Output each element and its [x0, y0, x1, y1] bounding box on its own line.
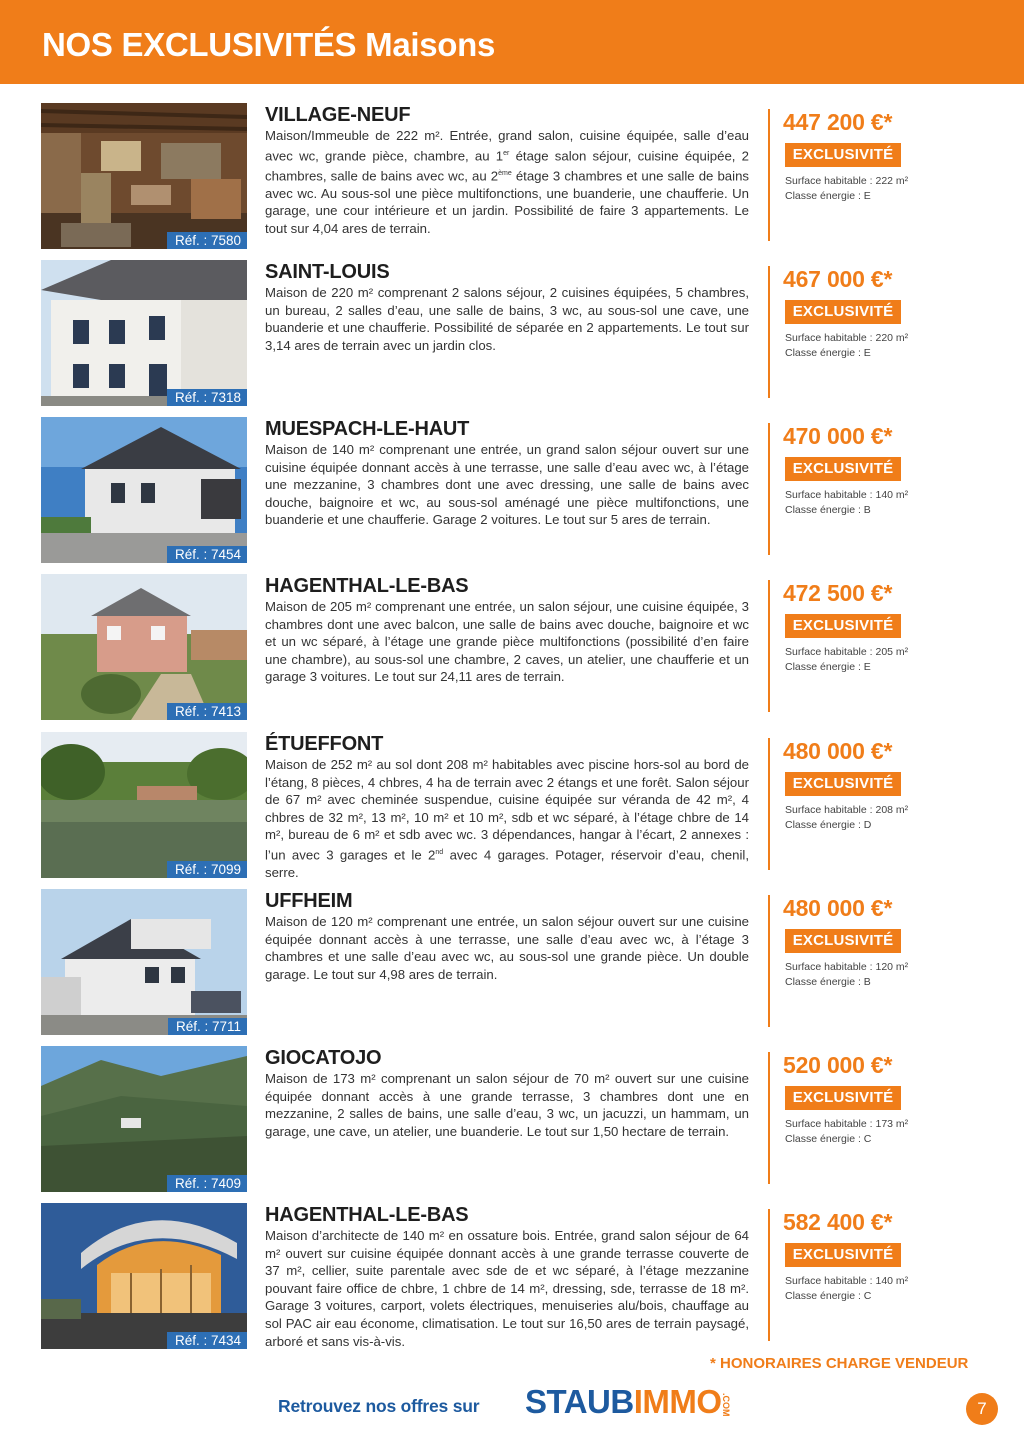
- listing-meta: [785, 1117, 908, 1147]
- exclusivite-badge: EXCLUSIVITÉ: [785, 772, 901, 796]
- house-photo-icon: [41, 417, 247, 563]
- reference-label: Réf. : 7454: [167, 546, 247, 563]
- exclusivite-badge: EXCLUSIVITÉ: [785, 457, 901, 481]
- listing[interactable]: [0, 260, 1024, 408]
- separator-line: [768, 1209, 770, 1341]
- separator-line: [768, 895, 770, 1027]
- listing-photo[interactable]: [41, 103, 247, 249]
- reference-label: Réf. : 7413: [167, 703, 247, 720]
- lake-photo-icon: [41, 732, 247, 878]
- listing-description: Maison de 120 m² comprenant une entrée, un salon séjour ouvert sur une cuisine équipée donnant accès à une terrasse, une salle d’eau avec wc, à l’étage 3 chambres et une salle d’eau avec wc, au sous-sol une grande pièce. Un double garage. Le tout sur 4,98 ares de terrain.: [265, 914, 749, 982]
- listing-photo[interactable]: [41, 889, 247, 1035]
- listing[interactable]: [0, 574, 1024, 722]
- listing-price: 467 000 €*: [783, 266, 893, 292]
- listing-description: Maison de 173 m² comprenant un salon séjour de 70 m² ouvert sur une cuisine équipée donnant accès à une grande terrasse, 3 chambres dont une en mezzanine, 2 salles de bains, une salle d’eau, 3 wc, un jacuzzi, un hammam, un garage, une cave, un atelier, une buanderie. Le tout sur 1,50 hectare de terrain.: [265, 1071, 749, 1139]
- listing-photo[interactable]: [41, 1046, 247, 1192]
- listing-price: 470 000 €*: [783, 423, 893, 449]
- listing-description: Maison de 205 m² comprenant une entrée, un salon séjour, une cuisine équipée, 3 chambres dont une avec balcon, une salle de bains avec douche, baignoire et wc et un wc séparé, à l’étage une grande pièce multifonctions (possibilité d’en faire une chambre), au sous-sol une chambre, 2 caves, un atelier, une chaufferie et un garage 3 voitures. Le tout sur 24,11 ares de terrain.: [265, 599, 749, 685]
- separator-line: [768, 423, 770, 555]
- surface-habitable: Surface habitable : 220 m²: [785, 332, 909, 344]
- listing-town: VILLAGE-NEUF: [265, 104, 411, 126]
- classe-energie: Classe énergie : E: [785, 661, 871, 673]
- exclusivite-badge: EXCLUSIVITÉ: [785, 1243, 901, 1267]
- listing[interactable]: [0, 732, 1024, 880]
- listing-town: SAINT-LOUIS: [265, 261, 390, 283]
- footer-cta: Retrouvez nos offres sur: [278, 1396, 480, 1416]
- classe-energie: Classe énergie : E: [785, 190, 871, 202]
- reference-label: Réf. : 7318: [167, 389, 247, 406]
- classe-energie: Classe énergie : E: [785, 347, 871, 359]
- interior-photo-icon: [41, 103, 247, 249]
- listing-description: Maison de 252 m² au sol dont 208 m² habitables avec piscine hors-sol au bord de l’étang, 8 pièces, 4 chbres, 4 ha de terrain avec 2 étangs et une forêt. Salon séjour de 67 m² avec cheminée suspendue, cuisine équipée sur véranda de 42 m², 4 chbres de 32 m², 13 m², 10 m² et 10 m², sdb et wc séparé, à l’étage chbre de 14 m², bureau de 6 m² et sdb avec wc. 3 dépendances, hangar à l’écart, 2 annexes : l’un avec 3 garages et le 2nd avec 4 garages. Potager, réservoir d’eau, chenil, serre.: [265, 757, 749, 880]
- listing-photo[interactable]: [41, 732, 247, 878]
- listing-town: MUESPACH-LE-HAUT: [265, 418, 470, 440]
- surface-habitable: Surface habitable : 222 m²: [785, 175, 909, 187]
- house-photo-icon: [41, 574, 247, 720]
- exclusivite-badge: EXCLUSIVITÉ: [785, 1086, 901, 1110]
- listing-photo[interactable]: [41, 260, 247, 406]
- listing-price: 480 000 €*: [783, 895, 893, 921]
- listing-price: 480 000 €*: [783, 738, 893, 764]
- classe-energie: Classe énergie : B: [785, 504, 871, 516]
- honoraires-note: * HONORAIRES CHARGE VENDEUR: [710, 1355, 969, 1372]
- surface-habitable: Surface habitable : 140 m²: [785, 1275, 909, 1287]
- listing-meta: [785, 174, 908, 204]
- page-header: [0, 0, 1024, 84]
- page-title: NOS EXCLUSIVITÉS Maisons: [42, 26, 496, 63]
- separator-line: [768, 738, 770, 870]
- listing-description: Maison d’architecte de 140 m² en ossature bois. Entrée, grand salon séjour de 64 m² ouvert sur cuisine équipée donnant accès à une grande terrasse couverte de 37 m², cellier, suite parentale avec sde de et wc séparé, à l’étage mezzanine pouvant faire office de chbre, 1 chbre de 14 m², dressing, sde, terrasse de 18 m². Garage 3 voitures, carport, volets électriques, menuiseries alu/bois, chauffage au sol PAC air eau économe, climatisation. Le tout sur 16,50 ares de terrain paysagé, arboré et sans vis-à-vis.: [265, 1228, 749, 1349]
- listing[interactable]: [0, 1046, 1024, 1194]
- surface-habitable: Surface habitable : 140 m²: [785, 489, 909, 501]
- reference-label: Réf. : 7711: [168, 1018, 247, 1035]
- classe-energie: Classe énergie : C: [785, 1290, 872, 1302]
- listing[interactable]: [0, 417, 1024, 565]
- listing-meta: [785, 960, 908, 990]
- exclusivite-badge: EXCLUSIVITÉ: [785, 300, 901, 324]
- reference-label: Réf. : 7580: [167, 232, 247, 249]
- classe-energie: Classe énergie : D: [785, 819, 872, 831]
- separator-line: [768, 1052, 770, 1184]
- listing-price: 447 200 €*: [783, 109, 893, 135]
- staubimmo-logo[interactable]: [525, 1383, 722, 1421]
- surface-habitable: Surface habitable : 205 m²: [785, 646, 909, 658]
- listing-town: HAGENTHAL-LE-BAS: [265, 575, 469, 597]
- listing-description: Maison de 220 m² comprenant 2 salons séjour, 2 cuisines équipées, 5 chambres, un bureau, 2 salles d’eau, une salle de bains, 3 wc, au sous-sol une cave, une buanderie et une chaufferie. Possibilité de séparée en 2 appartements. Le tout sur 3,14 ares de terrain avec un jardin clos.: [265, 285, 749, 353]
- listing-price: 520 000 €*: [783, 1052, 893, 1078]
- classe-energie: Classe énergie : B: [785, 976, 871, 988]
- listing-meta: [785, 645, 908, 675]
- listing-description: Maison/Immeuble de 222 m². Entrée, grand salon, cuisine équipée, salle d’eau avec wc, grande pièce, chambre, au 1er étage salon séjour, cuisine équipée, 2 chambres, salle de bains avec wc, au 2ème étage 3 chambres et une salle de bains avec wc. Au sous-sol une pièce multifonctions, une buanderie, une chaufferie. Un garage, une cour intérieure et un jardin. Possibilité de faire 3 appartements. Le tout sur 4,04 ares de terrain.: [265, 128, 749, 236]
- reference-label: Réf. : 7409: [167, 1175, 247, 1192]
- listing-town: GIOCATOJO: [265, 1047, 382, 1069]
- page-number: 7: [966, 1393, 998, 1425]
- listing-photo[interactable]: [41, 574, 247, 720]
- house-photo-icon: [41, 260, 247, 406]
- logo-part-staub: STAUB: [525, 1383, 634, 1420]
- architect-house-photo-icon: [41, 1203, 247, 1349]
- separator-line: [768, 580, 770, 712]
- listing-description: Maison de 140 m² comprenant une entrée, un grand salon séjour ouvert sur une cuisine équipée donnant accès à une terrasse, une salle d’eau avec wc, à l’étage une mezzanine, 3 chambres dont une avec dressing, une salle de bains avec douche, baignoire et wc, au sous-sol aménagé une pièce multifonctions, une buanderie et une chaufferie. Garage 2 voitures. Le tout sur 5 ares de terrain.: [265, 442, 749, 528]
- listing-meta: [785, 1274, 908, 1304]
- logo-part-immo: IMMO: [633, 1383, 722, 1420]
- surface-habitable: Surface habitable : 120 m²: [785, 961, 909, 973]
- listing-photo[interactable]: [41, 1203, 247, 1349]
- listing-town: ÉTUEFFONT: [265, 733, 384, 755]
- listing[interactable]: [0, 1203, 1024, 1351]
- listing-town: UFFHEIM: [265, 890, 353, 912]
- logo-com: .COM: [721, 1393, 731, 1417]
- listing-photo[interactable]: [41, 417, 247, 563]
- surface-habitable: Surface habitable : 173 m²: [785, 1118, 909, 1130]
- landscape-photo-icon: [41, 1046, 247, 1192]
- surface-habitable: Surface habitable : 208 m²: [785, 804, 909, 816]
- house-photo-icon: [41, 889, 247, 1035]
- reference-label: Réf. : 7434: [167, 1332, 247, 1349]
- listing-meta: [785, 803, 908, 833]
- listing-price: 582 400 €*: [783, 1209, 893, 1235]
- separator-line: [768, 266, 770, 398]
- listing-meta: [785, 331, 908, 361]
- reference-label: Réf. : 7099: [167, 861, 247, 878]
- exclusivite-badge: EXCLUSIVITÉ: [785, 929, 901, 953]
- classe-energie: Classe énergie : C: [785, 1133, 872, 1145]
- listing[interactable]: [0, 103, 1024, 251]
- listing-meta: [785, 488, 908, 518]
- listing[interactable]: [0, 889, 1024, 1037]
- exclusivite-badge: EXCLUSIVITÉ: [785, 143, 901, 167]
- separator-line: [768, 109, 770, 241]
- listing-price: 472 500 €*: [783, 580, 893, 606]
- listing-town: HAGENTHAL-LE-BAS: [265, 1204, 469, 1226]
- exclusivite-badge: EXCLUSIVITÉ: [785, 614, 901, 638]
